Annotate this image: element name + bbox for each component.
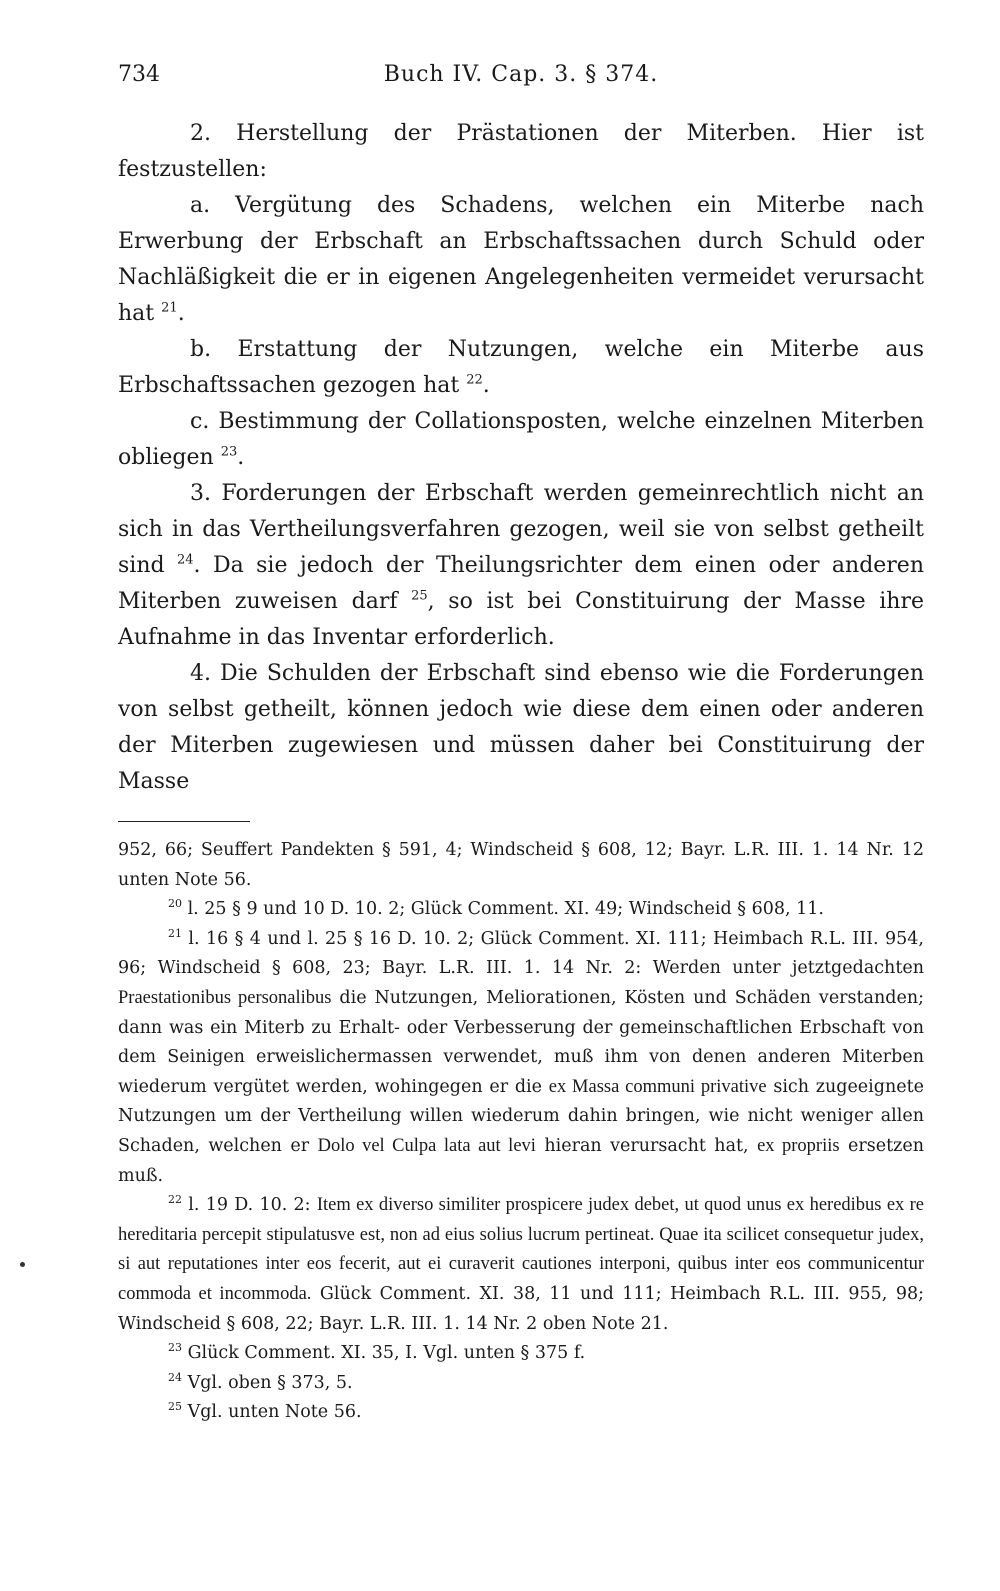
paragraph-3: 3. Forderungen der Erbschaft werden gemeinrechtlich nicht an sich in das Vertheilungsverfahren gezogen, weil sie von selbst getheilt sind $^{24}$. Da sie jedoch der Theilungsrichter dem einen oder anderen Miterben zuweisen darf $^{25}$, so ist bei Constituirung der Masse ihre Aufnahme in das Inventar erforderlich.	[118, 481, 924, 650]
margin-speck	[20, 1262, 25, 1267]
footnote-ref-22[interactable]: 22	[466, 372, 483, 388]
footnote-number: 25	[168, 1400, 182, 1414]
footnote-21: $^{21}$ l. 16 § 4 und l. 25 § 16 D. 10. 2; Glück Comment. XI. 111; Heimbach R.L. III. 954, 96; Windscheid § 608, 23; Bayr. L.R. III. 1. 14 Nr. 2: Werden unter jetztgedachten Praestationibus personalibus die Nutzungen, Meliorationen, Kösten und Schäden verstanden; dann was ein Miterb zu Erhalt- oder Verbesserung der gemeinschaftlichen Erbschaft von dem Seinigen erweislichermassen verwendet, muß ihm von denen anderen Miterben wiederum vergütet werden, wohingegen er die ex Massa communi privative sich zugeeignete Nutzungen um der Vertheilung willen wiederum dahin bringen, wie nicht weniger allen Schaden, welchen er Dolo vel Culpa lata aut levi hieran verursacht hat, ex propriis ersetzen muß.	[118, 926, 924, 1186]
footnote-number: 24	[168, 1370, 182, 1384]
footnote-ref-21[interactable]: 21	[161, 300, 178, 316]
footnote-25: $^{25}$ Vgl. unten Note 56.	[168, 1400, 362, 1423]
footnote-separator	[118, 821, 250, 822]
footnote-number: 23	[168, 1341, 182, 1355]
footnote-ref-25[interactable]: 25	[411, 588, 428, 604]
page-header	[118, 62, 924, 96]
paragraph-4: 4. Die Schulden der Erbschaft sind ebenso wie die Forderungen von selbst getheilt, können jedoch wie diese dem einen oder anderen der Miterben zugewiesen und müssen daher bei Constituirung der Masse	[118, 661, 924, 794]
paragraph-2c: c. Bestimmung der Collationsposten, welche einzelnen Miterben obliegen $^{23}$.	[118, 409, 924, 470]
footnote-ref-24[interactable]: 24	[177, 552, 194, 568]
footnote-24: $^{24}$ Vgl. oben § 373, 5.	[168, 1370, 353, 1393]
footnote-number: 22	[168, 1193, 182, 1207]
footnotes	[118, 836, 924, 1428]
paragraph-2a: a. Vergütung des Schadens, welchen ein Miterbe nach Erwerbung der Erbschaft an Erbschaftssachen durch Schuld oder Nachläßigkeit die er in eigenen Angelegenheiten vermeidet verursacht hat $^{21}$.	[118, 193, 924, 326]
page-number: 734	[118, 62, 160, 87]
footnote-20: $^{20}$ l. 25 § 9 und 10 D. 10. 2; Glück Comment. XI. 49; Windscheid § 608, 11.	[168, 897, 824, 920]
paragraph-2b: b. Erstattung der Nutzungen, welche ein Miterbe aus Erbschaftssachen gezogen hat $^{22}$.	[118, 337, 924, 398]
paragraph-2: 2. Herstellung der Prästationen der Miterben. Hier ist festzustellen:	[118, 121, 924, 182]
footnote-22: $^{22}$ l. 19 D. 10. 2: Item ex diverso similiter prospicere judex debet, ut quod unus ex heredibus ex re hereditaria percepit stipulatusve est, non ad eius solius lucrum pertineat. Quae ita scilicet consequetur judex, si aut reputationes inter eos fecerit, aut ei curaverit cautiones interponi, quibus inter eos communicentur commoda et incommoda. Glück Comment. XI. 38, 11 und 111; Heimbach R.L. III. 955, 98; Windscheid § 608, 22; Bayr. L.R. III. 1. 14 Nr. 2 oben Note 21.	[118, 1193, 924, 1334]
footnote-number: 20	[168, 897, 182, 911]
footnote-number: 21	[168, 926, 182, 940]
footnote-continued: 952, 66; Seuffert Pandekten § 591, 4; Windscheid § 608, 12; Bayr. L.R. III. 1. 14 Nr. 12 unten Note 56.	[118, 840, 924, 890]
footnote-ref-23[interactable]: 23	[220, 444, 238, 460]
running-head: Buch IV. Cap. 3. § 374.	[383, 62, 659, 87]
page	[118, 62, 924, 1428]
footnote-23: $^{23}$ Glück Comment. XI. 35, I. Vgl. unten § 375 f.	[168, 1341, 586, 1364]
main-text	[118, 116, 924, 800]
